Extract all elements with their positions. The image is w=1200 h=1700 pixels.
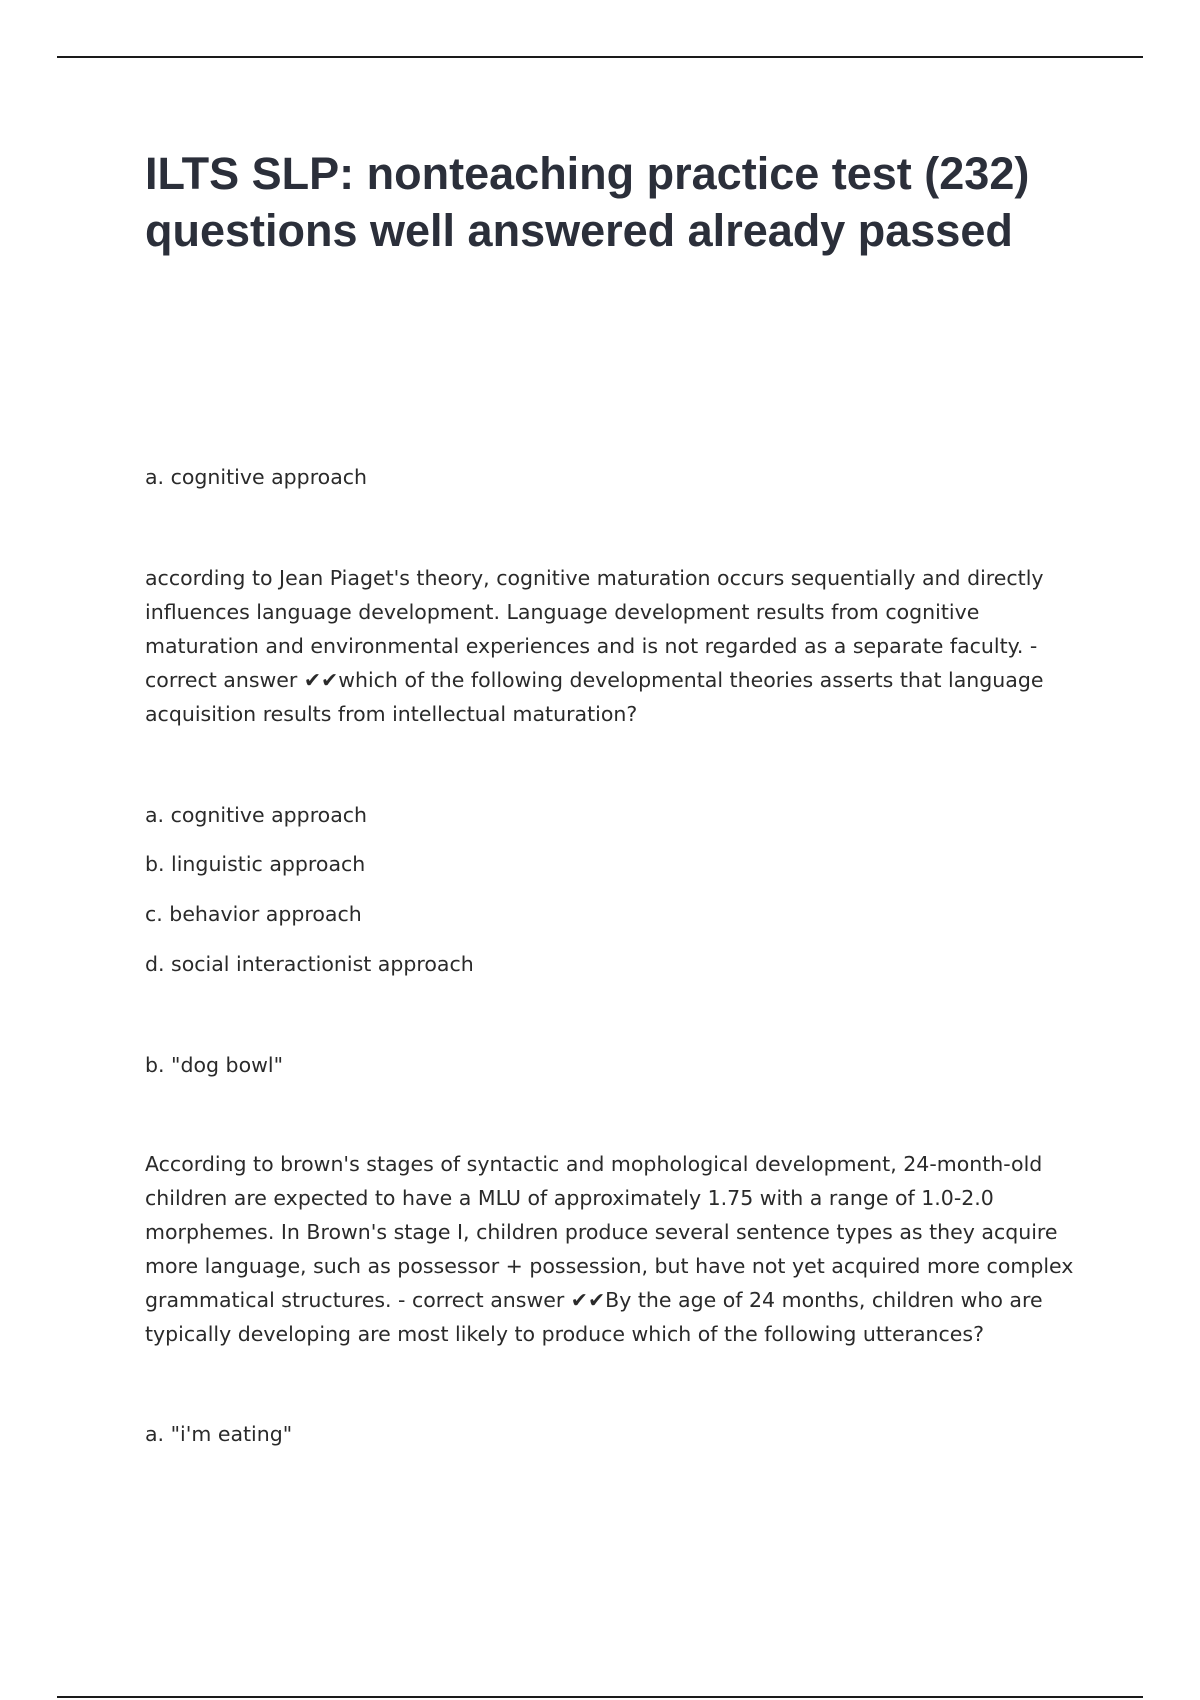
option-item: a. cognitive approach — [145, 803, 368, 827]
answer-text: b. "dog bowl" — [145, 1053, 284, 1077]
bottom-divider — [57, 1696, 1143, 1698]
top-divider — [57, 56, 1143, 58]
option-item: c. behavior approach — [145, 902, 362, 926]
option-item: b. linguistic approach — [145, 852, 366, 876]
option-item: d. social interactionist approach — [145, 952, 474, 976]
answer-text: a. cognitive approach — [145, 465, 368, 489]
explanation-paragraph: according to Jean Piaget's theory, cognitive maturation occurs sequentially and directly influences language development. Language development results from cognitive maturation and environmental experiences and is not regarded as a separate faculty. - correct answer ✔✔which of the following developmental theories asserts that language acquisition results from intellectual maturation? — [145, 566, 1044, 726]
explanation-paragraph: According to brown's stages of syntactic and mophological development, 24-month-old children are expected to have a MLU of approximately 1.75 with a range of 1.0-2.0 morphemes. In Brown's stage I, children produce several sentence types as they acquire more language, such as possessor + possession, but have not yet acquired more complex grammatical structures. - correct answer ✔✔By the age of 24 months, children who are typically developing are most likely to produce which of the following utterances? — [145, 1152, 1074, 1346]
option-item: a. "i'm eating" — [145, 1422, 293, 1446]
document-title: ILTS SLP: nonteaching practice test (232) questions well answered already passed — [145, 148, 1030, 256]
